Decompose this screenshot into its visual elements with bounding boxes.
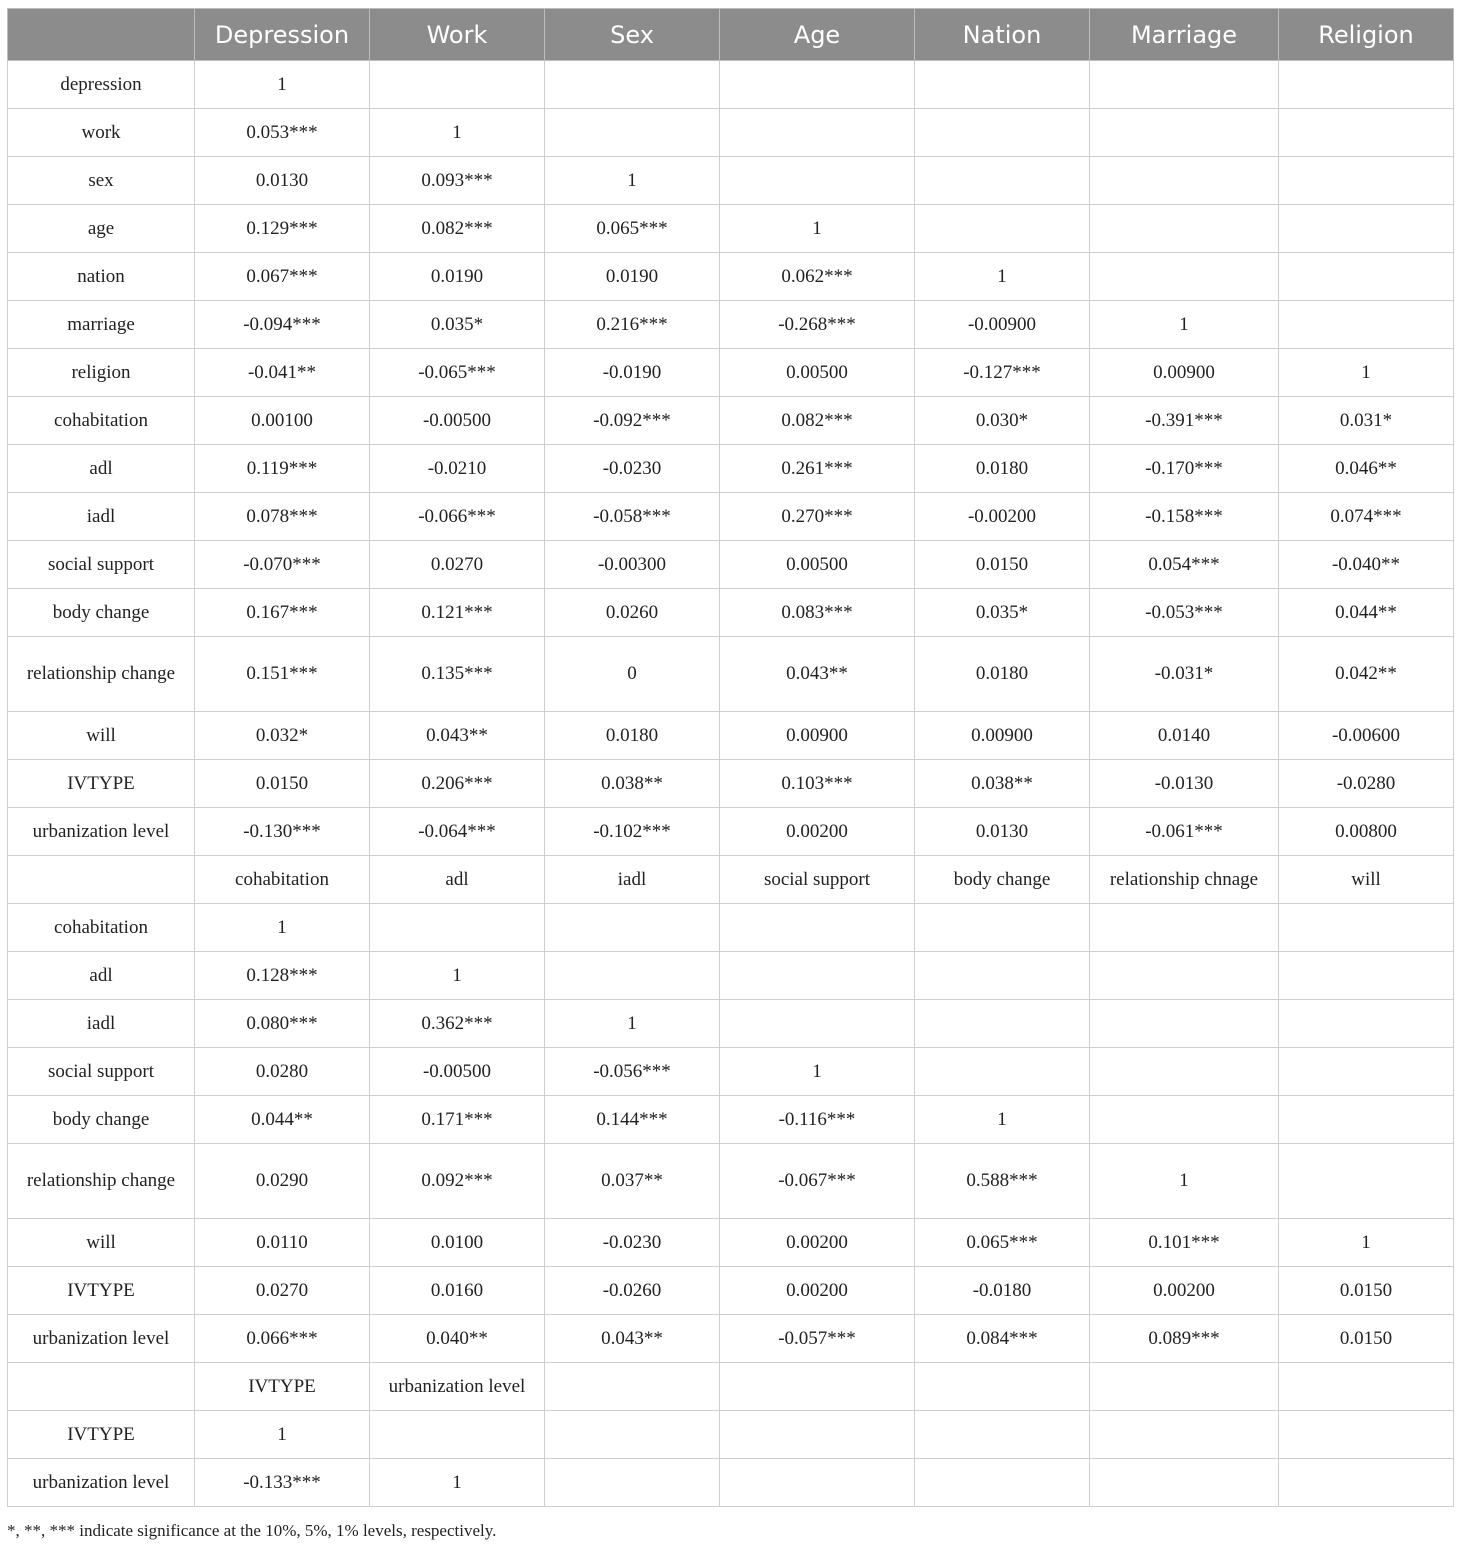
table-row [8, 760, 1454, 808]
table-cell: -0.391*** [1090, 397, 1279, 445]
table-cell [1090, 109, 1279, 157]
table-row [8, 1363, 1454, 1411]
table-cell: 1 [195, 904, 370, 952]
table-row [8, 1048, 1454, 1096]
table-cell: 0.082*** [720, 397, 915, 445]
table-cell: 0.00200 [720, 1219, 915, 1267]
table-cell: urbanization level [370, 1363, 545, 1411]
table-row [8, 349, 1454, 397]
table-cell: -0.094*** [195, 301, 370, 349]
table-cell [545, 1411, 720, 1459]
table-cell [1090, 61, 1279, 109]
significance-footnote: *, **, *** indicate significance at the 10%, 5%, 1% levels, respectively. [7, 1521, 497, 1540]
table-cell [1279, 1048, 1454, 1096]
table-cell: 0.00200 [720, 1267, 915, 1315]
table-row [8, 1315, 1454, 1363]
table-cell: 0.032* [195, 712, 370, 760]
table-cell: 0.038** [545, 760, 720, 808]
table-cell: 0.00900 [915, 712, 1090, 760]
table-cell: -0.064*** [370, 808, 545, 856]
table-cell [720, 1363, 915, 1411]
table-cell: -0.031* [1090, 637, 1279, 712]
table-cell: -0.102*** [545, 808, 720, 856]
table-cell: 0.031* [1279, 397, 1454, 445]
table-cell [1090, 1048, 1279, 1096]
row-label-cell: body change [8, 589, 195, 637]
table-cell: adl [370, 856, 545, 904]
table-body [8, 61, 1454, 1507]
table-row [8, 1219, 1454, 1267]
table-cell: 0.030* [915, 397, 1090, 445]
row-label-cell: adl [8, 445, 195, 493]
table-cell [720, 1411, 915, 1459]
table-cell: -0.0280 [1279, 760, 1454, 808]
table-cell: 0.062*** [720, 253, 915, 301]
table-cell [915, 61, 1090, 109]
table-cell: 0.135*** [370, 637, 545, 712]
table-cell [915, 1363, 1090, 1411]
table-cell: -0.116*** [720, 1096, 915, 1144]
table-cell: 0.089*** [1090, 1315, 1279, 1363]
table-cell [720, 157, 915, 205]
column-header: Nation [915, 9, 1090, 61]
table-cell: 0.054*** [1090, 541, 1279, 589]
column-header: Age [720, 9, 915, 61]
table-row [8, 1459, 1454, 1507]
table-cell: 0.0280 [195, 1048, 370, 1096]
table-cell: 0.0140 [1090, 712, 1279, 760]
table-cell [1279, 1096, 1454, 1144]
table-cell: 0.00900 [1090, 349, 1279, 397]
table-cell: 0.066*** [195, 1315, 370, 1363]
table-cell: 0.0260 [545, 589, 720, 637]
table-cell [545, 61, 720, 109]
table-cell [720, 1459, 915, 1507]
table-cell [915, 1459, 1090, 1507]
row-label-cell: will [8, 1219, 195, 1267]
table-cell: cohabitation [195, 856, 370, 904]
table-cell: 0.0110 [195, 1219, 370, 1267]
table-cell: -0.0230 [545, 445, 720, 493]
table-cell: 0.00900 [720, 712, 915, 760]
table-cell: IVTYPE [195, 1363, 370, 1411]
table-cell: 1 [1090, 301, 1279, 349]
table-cell: 0.043** [720, 637, 915, 712]
table-cell: -0.061*** [1090, 808, 1279, 856]
table-cell: 1 [195, 1411, 370, 1459]
table-cell: 0.0180 [915, 445, 1090, 493]
table-cell: -0.041** [195, 349, 370, 397]
table-cell: -0.0130 [1090, 760, 1279, 808]
table-cell: 1 [1279, 1219, 1454, 1267]
table-cell: 0.0130 [195, 157, 370, 205]
table-cell: 0.065*** [545, 205, 720, 253]
table-cell: -0.065*** [370, 349, 545, 397]
table-cell: -0.130*** [195, 808, 370, 856]
column-header: Sex [545, 9, 720, 61]
table-cell: 0.0160 [370, 1267, 545, 1315]
table-cell: 0.074*** [1279, 493, 1454, 541]
table-cell: 0.0100 [370, 1219, 545, 1267]
row-label-cell [8, 856, 195, 904]
row-label-cell: urbanization level [8, 1459, 195, 1507]
table-cell [545, 1459, 720, 1507]
table-cell [720, 1000, 915, 1048]
row-label-cell: work [8, 109, 195, 157]
row-label-cell: urbanization level [8, 1315, 195, 1363]
table-cell [1090, 205, 1279, 253]
table-cell: 0.078*** [195, 493, 370, 541]
row-label-cell: IVTYPE [8, 760, 195, 808]
table-cell: will [1279, 856, 1454, 904]
table-cell [1279, 1000, 1454, 1048]
table-row [8, 445, 1454, 493]
table-cell: 0.035* [370, 301, 545, 349]
table-cell: 0.053*** [195, 109, 370, 157]
table-cell: -0.00500 [370, 1048, 545, 1096]
table-cell: 0.0270 [195, 1267, 370, 1315]
table-row [8, 61, 1454, 109]
table-cell: 0.065*** [915, 1219, 1090, 1267]
table-cell [915, 157, 1090, 205]
row-label-cell: nation [8, 253, 195, 301]
table-row [8, 493, 1454, 541]
table-cell [720, 904, 915, 952]
table-cell: -0.133*** [195, 1459, 370, 1507]
table-cell: -0.058*** [545, 493, 720, 541]
table-cell: -0.0210 [370, 445, 545, 493]
table-cell: 0.044** [195, 1096, 370, 1144]
table-cell: -0.0190 [545, 349, 720, 397]
table-row [8, 952, 1454, 1000]
table-cell: 0.0150 [915, 541, 1090, 589]
table-cell [1090, 952, 1279, 1000]
table-cell: 1 [915, 253, 1090, 301]
table-cell [370, 904, 545, 952]
table-cell [720, 61, 915, 109]
table-cell: 0.044** [1279, 589, 1454, 637]
table-cell: 1 [195, 61, 370, 109]
table-cell: 0.171*** [370, 1096, 545, 1144]
table-cell: 0.0130 [915, 808, 1090, 856]
table-cell: 0.0290 [195, 1144, 370, 1219]
table-cell: social support [720, 856, 915, 904]
table-cell [1090, 904, 1279, 952]
table-cell: 0.00100 [195, 397, 370, 445]
table-cell: 0.0190 [370, 253, 545, 301]
table-row [8, 808, 1454, 856]
table-cell: iadl [545, 856, 720, 904]
table-cell [915, 205, 1090, 253]
table-cell: 0.046** [1279, 445, 1454, 493]
table-row [8, 904, 1454, 952]
table-cell: 0.084*** [915, 1315, 1090, 1363]
table-cell [915, 109, 1090, 157]
table-cell [915, 952, 1090, 1000]
table-cell: 0.038** [915, 760, 1090, 808]
table-cell [370, 61, 545, 109]
row-label-cell: adl [8, 952, 195, 1000]
row-label-cell: social support [8, 541, 195, 589]
table-cell [1279, 1144, 1454, 1219]
table-cell [1090, 157, 1279, 205]
table-cell: -0.0180 [915, 1267, 1090, 1315]
table-cell: 0.0270 [370, 541, 545, 589]
table-cell [915, 904, 1090, 952]
table-header-row [8, 9, 1454, 61]
table-cell: 0.103*** [720, 760, 915, 808]
row-label-cell: urbanization level [8, 808, 195, 856]
table-cell: 0.144*** [545, 1096, 720, 1144]
table-cell: -0.268*** [720, 301, 915, 349]
table-row [8, 253, 1454, 301]
table-cell [915, 1048, 1090, 1096]
table-cell: 1 [370, 109, 545, 157]
table-cell: 1 [370, 952, 545, 1000]
table-cell: 0.067*** [195, 253, 370, 301]
table-cell [1090, 1000, 1279, 1048]
row-label-cell: body change [8, 1096, 195, 1144]
table-cell: 1 [915, 1096, 1090, 1144]
table-cell: 0.0180 [915, 637, 1090, 712]
table-cell [545, 904, 720, 952]
table-row [8, 712, 1454, 760]
table-row [8, 1144, 1454, 1219]
table-cell: 0.083*** [720, 589, 915, 637]
table-cell: -0.040** [1279, 541, 1454, 589]
table-row [8, 541, 1454, 589]
table-cell: -0.0230 [545, 1219, 720, 1267]
table-cell: 1 [720, 205, 915, 253]
table-cell [1279, 1459, 1454, 1507]
row-label-cell: iadl [8, 493, 195, 541]
table-cell: -0.053*** [1090, 589, 1279, 637]
table-cell: -0.00300 [545, 541, 720, 589]
header-corner-cell [8, 9, 195, 61]
table-cell: -0.056*** [545, 1048, 720, 1096]
row-label-cell: sex [8, 157, 195, 205]
table-cell [915, 1411, 1090, 1459]
table-cell: 0.00200 [720, 808, 915, 856]
table-cell [1090, 1363, 1279, 1411]
table-row [8, 301, 1454, 349]
table-cell: -0.158*** [1090, 493, 1279, 541]
table-cell [1279, 157, 1454, 205]
table-cell: 0.092*** [370, 1144, 545, 1219]
table-row [8, 157, 1454, 205]
table-cell [545, 109, 720, 157]
table-cell: 0.167*** [195, 589, 370, 637]
table-cell: body change [915, 856, 1090, 904]
table-cell: 1 [1279, 349, 1454, 397]
table-cell [1090, 253, 1279, 301]
table-cell: 0.121*** [370, 589, 545, 637]
table-cell: 0.119*** [195, 445, 370, 493]
table-cell [720, 109, 915, 157]
table-cell [1090, 1459, 1279, 1507]
table-cell: 1 [545, 157, 720, 205]
table-cell: -0.00900 [915, 301, 1090, 349]
table-cell: -0.057*** [720, 1315, 915, 1363]
table-row [8, 1000, 1454, 1048]
table-row [8, 1411, 1454, 1459]
table-row [8, 397, 1454, 445]
table-cell: -0.0260 [545, 1267, 720, 1315]
table-cell: 0.043** [545, 1315, 720, 1363]
row-label-cell: age [8, 205, 195, 253]
row-label-cell: depression [8, 61, 195, 109]
row-label-cell: marriage [8, 301, 195, 349]
table-cell: 0.151*** [195, 637, 370, 712]
table-cell [545, 1363, 720, 1411]
row-label-cell: relationship change [8, 637, 195, 712]
table-row [8, 1096, 1454, 1144]
table-cell [1279, 109, 1454, 157]
table-cell: 0.00800 [1279, 808, 1454, 856]
table-cell [915, 1000, 1090, 1048]
table-cell: 1 [545, 1000, 720, 1048]
row-label-cell: IVTYPE [8, 1267, 195, 1315]
row-label-cell: social support [8, 1048, 195, 1096]
table-row [8, 637, 1454, 712]
table-cell: 0.037** [545, 1144, 720, 1219]
row-label-cell: cohabitation [8, 397, 195, 445]
table-cell: -0.00500 [370, 397, 545, 445]
table-cell [1279, 952, 1454, 1000]
table-cell [1279, 1363, 1454, 1411]
table-cell: 0.080*** [195, 1000, 370, 1048]
table-row [8, 589, 1454, 637]
table-cell: 0.261*** [720, 445, 915, 493]
table-cell: 0.093*** [370, 157, 545, 205]
column-header: Religion [1279, 9, 1454, 61]
table-cell [1090, 1411, 1279, 1459]
table-cell: -0.00200 [915, 493, 1090, 541]
table-cell: 0.00500 [720, 541, 915, 589]
table-cell: 0.042** [1279, 637, 1454, 712]
table-cell [720, 952, 915, 1000]
table-cell: 0 [545, 637, 720, 712]
table-row [8, 205, 1454, 253]
table-row [8, 1267, 1454, 1315]
table-row [8, 109, 1454, 157]
table-cell [1279, 253, 1454, 301]
table-cell: 0.128*** [195, 952, 370, 1000]
table-cell [1090, 1096, 1279, 1144]
table-cell: 0.270*** [720, 493, 915, 541]
table-cell: 0.00500 [720, 349, 915, 397]
table-cell: 0.0150 [1279, 1315, 1454, 1363]
table-cell: -0.00600 [1279, 712, 1454, 760]
row-label-cell: IVTYPE [8, 1411, 195, 1459]
row-label-cell: iadl [8, 1000, 195, 1048]
table-cell: -0.170*** [1090, 445, 1279, 493]
table-cell: 0.206*** [370, 760, 545, 808]
table-cell [370, 1411, 545, 1459]
table-cell: 0.216*** [545, 301, 720, 349]
table-cell [1279, 301, 1454, 349]
table-cell: relationship chnage [1090, 856, 1279, 904]
table-cell: 0.040** [370, 1315, 545, 1363]
table-cell: 0.0150 [195, 760, 370, 808]
table-cell: 0.00200 [1090, 1267, 1279, 1315]
table-cell: 0.0150 [1279, 1267, 1454, 1315]
table-cell: 0.0180 [545, 712, 720, 760]
table-cell: 0.362*** [370, 1000, 545, 1048]
row-label-cell: cohabitation [8, 904, 195, 952]
table-cell: 0.0190 [545, 253, 720, 301]
table-cell: -0.092*** [545, 397, 720, 445]
table-cell: -0.066*** [370, 493, 545, 541]
correlation-table [7, 8, 1454, 1507]
table-cell: 1 [720, 1048, 915, 1096]
column-header: Depression [195, 9, 370, 61]
row-label-cell: religion [8, 349, 195, 397]
table-cell: 0.082*** [370, 205, 545, 253]
table-cell: 0.101*** [1090, 1219, 1279, 1267]
row-label-cell: will [8, 712, 195, 760]
table-cell: -0.067*** [720, 1144, 915, 1219]
table-cell: 0.035* [915, 589, 1090, 637]
table-cell: 1 [370, 1459, 545, 1507]
column-header: Work [370, 9, 545, 61]
table-cell [545, 952, 720, 1000]
table-row [8, 856, 1454, 904]
table-cell [1279, 205, 1454, 253]
table-cell [1279, 61, 1454, 109]
row-label-cell: relationship change [8, 1144, 195, 1219]
table-cell: 1 [1090, 1144, 1279, 1219]
column-header: Marriage [1090, 9, 1279, 61]
table-cell: -0.070*** [195, 541, 370, 589]
table-cell: -0.127*** [915, 349, 1090, 397]
table-cell: 0.588*** [915, 1144, 1090, 1219]
row-label-cell [8, 1363, 195, 1411]
table-cell [1279, 1411, 1454, 1459]
table-cell: 0.129*** [195, 205, 370, 253]
table-cell: 0.043** [370, 712, 545, 760]
table-cell [1279, 904, 1454, 952]
